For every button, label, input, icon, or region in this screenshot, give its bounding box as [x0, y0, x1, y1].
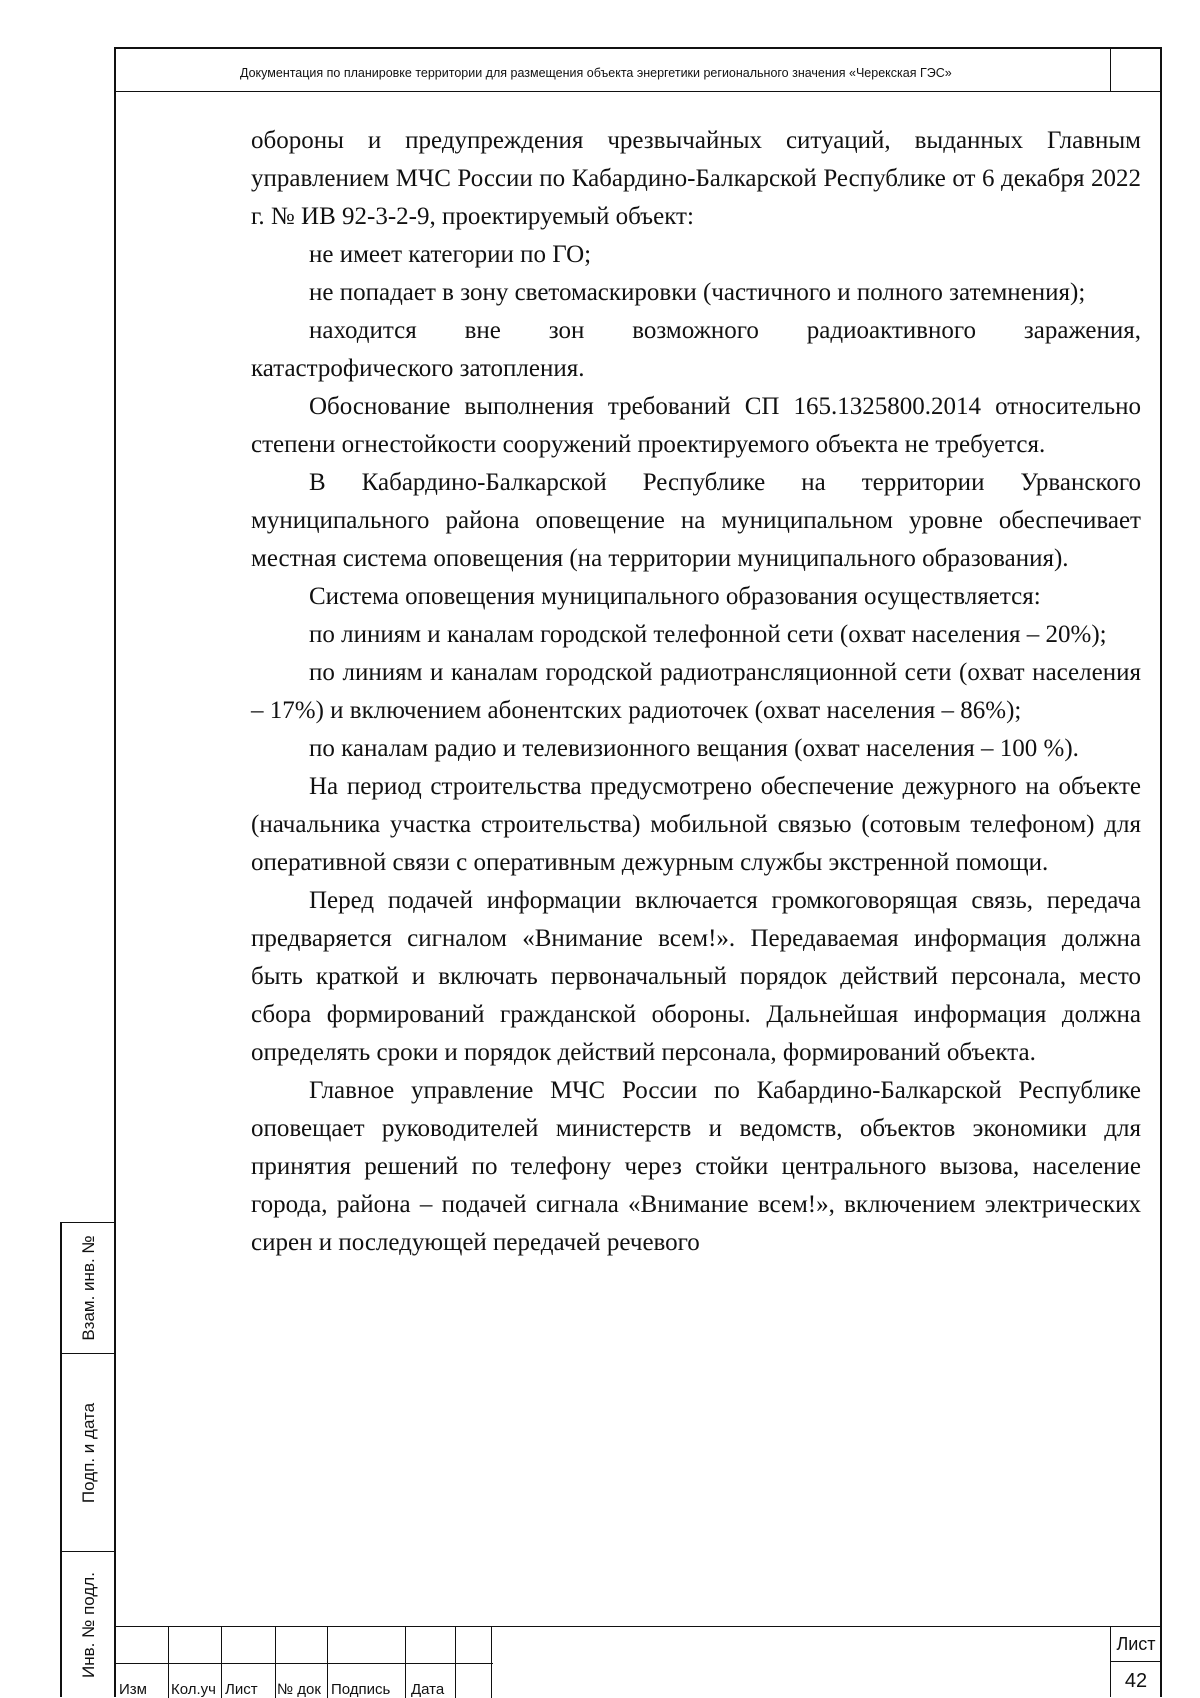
paragraph: На период строительства предусмотрено обеспечение дежурного на объекте (начальника участка строительства) мобильной связью (сотовым телефоном) для оперативной связи с оперативным дежурным службы экстренной помощи. [251, 773, 1141, 876]
n-dok-label: № док [277, 1681, 321, 1698]
paragraph: по каналам радио и телевизионного вещания (охват населения – 100 %). [309, 735, 1079, 762]
sheet-number: 42 [1124, 1670, 1148, 1692]
izm-label: Изм [119, 1681, 147, 1698]
paragraph: находится вне зон возможного радиоактивного заражения, катастрофического затопления. [251, 317, 1141, 382]
paragraph: по линиям и каналам городской радиотрансляционной сети (охват населения – 17%) и включением абонентских радиоточек (охват населения – 86%); [251, 659, 1141, 724]
vzam-inv-label: Взам. инв. № [79, 1235, 98, 1341]
title-block-row-divider [115, 1663, 493, 1664]
paragraph: по линиям и каналам городской телефонной сети (охват населения – 20%); [309, 621, 1107, 648]
frame-right-border [1160, 47, 1162, 1697]
paragraph: не имеет категории по ГО; [309, 241, 592, 268]
document-header: Документация по планировке территории для размещения объекта энергетики регионального значения «Черекская ГЭС» [240, 66, 952, 80]
list-label: Лист [225, 1681, 258, 1698]
paragraph: Перед подачей информации включается громкоговорящая связь, передача предваряется сигналом «Внимание всем!». Передаваемая информация должна быть краткой и включать первоначальный порядок действий персонала, место сбора формирований гражданской обороны. Дальнейшая информация должна определять сроки и порядок действий персонала, формирований объекта. [251, 887, 1141, 1066]
paragraph: Обоснование выполнения требований СП 165.1325800.2014 относительно степени огнестойкости сооружений проектируемого объекта не требуется. [251, 393, 1141, 458]
podpis-label: Подпись [331, 1681, 391, 1698]
side-cell-inv [62, 1552, 116, 1697]
paragraph: Система оповещения муниципального образования осуществляется: [309, 583, 1041, 610]
title-block [115, 1626, 493, 1698]
header-corner-box [1110, 47, 1161, 91]
paragraph: В Кабардино-Балкарской Республике на территории Урванского муниципального района оповещение на муниципальном уровне обеспечивает местная система оповещения (на территории муниципального образования). [251, 469, 1141, 572]
data-label: Дата [411, 1681, 445, 1698]
side-cell-vzam [62, 1222, 116, 1354]
sheet-label: Лист [1116, 1634, 1156, 1654]
paragraph: обороны и предупреждения чрезвычайных ситуаций, выданных Главным управлением МЧС России по Кабардино-Балкарской Республике от 6 декабря 2022 г. № ИВ 92-3-2-9, проектируемый объект: [251, 127, 1141, 230]
header-divider [115, 91, 1160, 92]
frame-top-border [115, 47, 1162, 49]
side-cell-podp [62, 1354, 116, 1552]
sheet-box-divider [1111, 1661, 1161, 1662]
inv-podl-label: Инв. № подл. [79, 1571, 98, 1678]
document-body [251, 122, 1141, 1262]
sheet-number-box [1110, 1626, 1161, 1697]
paragraph: Главное управление МЧС России по Кабардино-Балкарской Республике оповещает руководителей министерств и ведомств, объектов экономики для принятия решений по телефону через стойки центрального вызова, население города, района – подачей сигнала «Внимание всем!», включением электрических сирен и последующей передачей речевого [251, 1077, 1141, 1256]
podp-data-label: Подп. и дата [79, 1402, 98, 1503]
paragraph: не попадает в зону светомаскировки (частичного и полного затемнения); [309, 279, 1086, 306]
side-stamp [60, 1222, 116, 1697]
kol-uch-label: Кол.уч [171, 1681, 216, 1698]
title-block-labels [115, 1681, 493, 1698]
